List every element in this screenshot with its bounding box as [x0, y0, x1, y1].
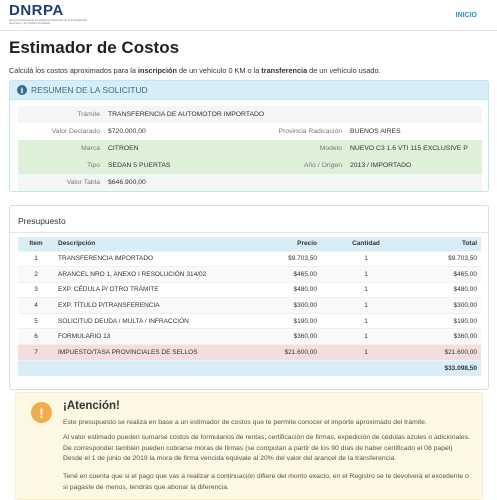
row-quantity: 1	[321, 329, 411, 345]
nav-home-link[interactable]: INICIO	[455, 12, 477, 19]
intro-bold-inscripcion: inscripción	[137, 66, 177, 75]
budget-divider	[10, 232, 488, 233]
alert-title: ¡Atención!	[63, 400, 120, 412]
table-row	[18, 329, 481, 345]
provincia-value: BUENOS AIRES	[350, 128, 401, 135]
anio-value: 2013 / IMPORTADO	[350, 162, 412, 169]
alert-paragraph-3: Tené en cuenta que si el pago que vas a realizar a continuación difiere del monto exacto, en el Registro se te devolverá el excedente o si pagaste de menos, tendrás que abonar la diferencia.	[63, 473, 469, 491]
row-price: $465,00	[234, 267, 321, 283]
table-row	[18, 313, 481, 329]
row-item: 7	[18, 345, 54, 361]
summary-rows	[18, 106, 482, 191]
row-price: $9.703,50	[234, 251, 321, 267]
total-spacer	[321, 360, 411, 376]
summary-title: RESUMEN DE LA SOLICITUD	[31, 85, 148, 95]
valor-declarado-label: Valor Declarado	[51, 128, 100, 135]
total-spacer	[54, 360, 234, 376]
modelo-value: NUEVO C3 1.6 VTI 115 EXCLUSIVE P	[350, 145, 468, 152]
row-price: $300,00	[234, 298, 321, 314]
col-quantity: Cantidad	[321, 237, 411, 251]
table-row-tax	[18, 345, 481, 361]
modelo-label: Modelo	[319, 145, 342, 152]
row-total: $9.703,50	[411, 251, 481, 267]
tipo-value: SEDAN 5 PUERTAS	[108, 162, 171, 169]
row-quantity: 1	[321, 267, 411, 283]
anio-label: Año / Origen	[303, 162, 342, 169]
intro-text	[9, 66, 381, 75]
page-title: Estimador de Costos	[9, 38, 180, 57]
logo-subtitle: Dirección Nacional de los Registros Nacionales de la Propiedad del Automotor y de Créditos Prendarios	[9, 19, 87, 26]
row-quantity: 1	[321, 313, 411, 329]
budget-panel	[9, 205, 489, 390]
budget-header-row	[18, 237, 481, 251]
intro-bold-transferencia: transferencia	[261, 66, 308, 75]
row-quantity: 1	[321, 345, 411, 361]
tramite-value: TRANSFERENCIA DE AUTOMOTOR IMPORTADO	[108, 111, 265, 118]
tipo-label: Tipo	[87, 162, 100, 169]
marca-value: CITROEN	[108, 145, 139, 152]
alert-paragraph-2: Al valor estimado pueden sumarse costos de formularios de rentas, certificación de firmas, expedición de cédulas azules o adicionales. De corresponder también pueden cobrarse moras de firmas (se computan a partir de los 90 días de haber certificado el 08 papel) Desde el 1 de junio de 2019 la mora de firma vencida equivale al 20% del valor del arancel de la transferencia.	[63, 434, 470, 462]
dnrpa-logo[interactable]	[9, 3, 89, 25]
exclamation-icon: !	[31, 402, 52, 423]
row-item: 6	[18, 329, 54, 345]
budget-table	[18, 237, 481, 376]
table-total-row	[18, 360, 481, 376]
intro-part: de un vehículo usado.	[307, 66, 381, 75]
table-row	[18, 282, 481, 298]
row-total: $190,00	[411, 313, 481, 329]
row-description: EXP. TÍTULO P/TRANSFERENCIA	[54, 298, 234, 314]
row-description: ARANCEL NRO 1, ANEXO I RESOLUCIÓN 314/02	[54, 267, 234, 283]
row-item: 3	[18, 282, 54, 298]
col-price: Precio	[234, 237, 321, 251]
valor-tabla-value: $646.900,00	[108, 179, 146, 186]
col-description: Descripción	[54, 237, 234, 251]
summary-row-tramite	[18, 106, 482, 123]
summary-row-valor-tabla	[18, 174, 482, 191]
grand-total: $33.098,50	[411, 360, 481, 376]
row-quantity: 1	[321, 282, 411, 298]
summary-panel	[9, 80, 489, 192]
row-quantity: 1	[321, 251, 411, 267]
provincia-label: Provincia Radicación	[278, 128, 342, 135]
top-navbar	[0, 0, 497, 31]
table-row	[18, 267, 481, 283]
row-price: $360,00	[234, 329, 321, 345]
col-item: Item	[18, 237, 54, 251]
row-description: EXP. CÉDULA P/ OTRO TRÁMITE	[54, 282, 234, 298]
row-price: $21.600,00	[234, 345, 321, 361]
row-total: $360,00	[411, 329, 481, 345]
row-total: $21.600,00	[411, 345, 481, 361]
row-description: SOLICITUD DEUDA / MULTA / INFRACCIÓN	[54, 313, 234, 329]
valor-declarado-value: $720.000,00	[108, 128, 146, 135]
row-total: $300,00	[411, 298, 481, 314]
tramite-label: Trámite	[77, 111, 100, 118]
summary-row-tipo	[18, 157, 482, 174]
total-spacer	[234, 360, 321, 376]
marca-label: Marca	[81, 145, 100, 152]
summary-header	[10, 81, 488, 100]
row-item: 1	[18, 251, 54, 267]
row-description: TRANSFERENCIA IMPORTADO	[54, 251, 234, 267]
summary-row-marca	[18, 140, 482, 157]
row-description: IMPUESTO/TASA PROVINCIALES DE SELLOS	[54, 345, 234, 361]
budget-title: Presupuesto	[18, 216, 66, 226]
attention-alert	[15, 392, 483, 500]
row-item: 5	[18, 313, 54, 329]
summary-row-valor-declarado	[18, 123, 482, 140]
alert-paragraph-1: Este presupuesto se realiza en base a un estimador de costos que te permite conocer el importe aproximado del trámite.	[63, 419, 427, 426]
table-row	[18, 298, 481, 314]
row-item: 4	[18, 298, 54, 314]
col-total: Total	[411, 237, 481, 251]
intro-part: de un vehículo 0 KM o la	[176, 66, 262, 75]
logo-text: DNRPA	[9, 2, 64, 19]
row-price: $480,00	[234, 282, 321, 298]
intro-part: Calculá los costos aproximados para la	[9, 66, 138, 75]
row-price: $190,00	[234, 313, 321, 329]
row-item: 2	[18, 267, 54, 283]
row-quantity: 1	[321, 298, 411, 314]
valor-tabla-label: Valor Tabla	[66, 179, 100, 186]
total-spacer	[18, 360, 54, 376]
row-total: $465,00	[411, 267, 481, 283]
row-total: $480,00	[411, 282, 481, 298]
table-row	[18, 251, 481, 267]
info-icon: i	[17, 85, 27, 95]
row-description: FORMULARIO 13	[54, 329, 234, 345]
